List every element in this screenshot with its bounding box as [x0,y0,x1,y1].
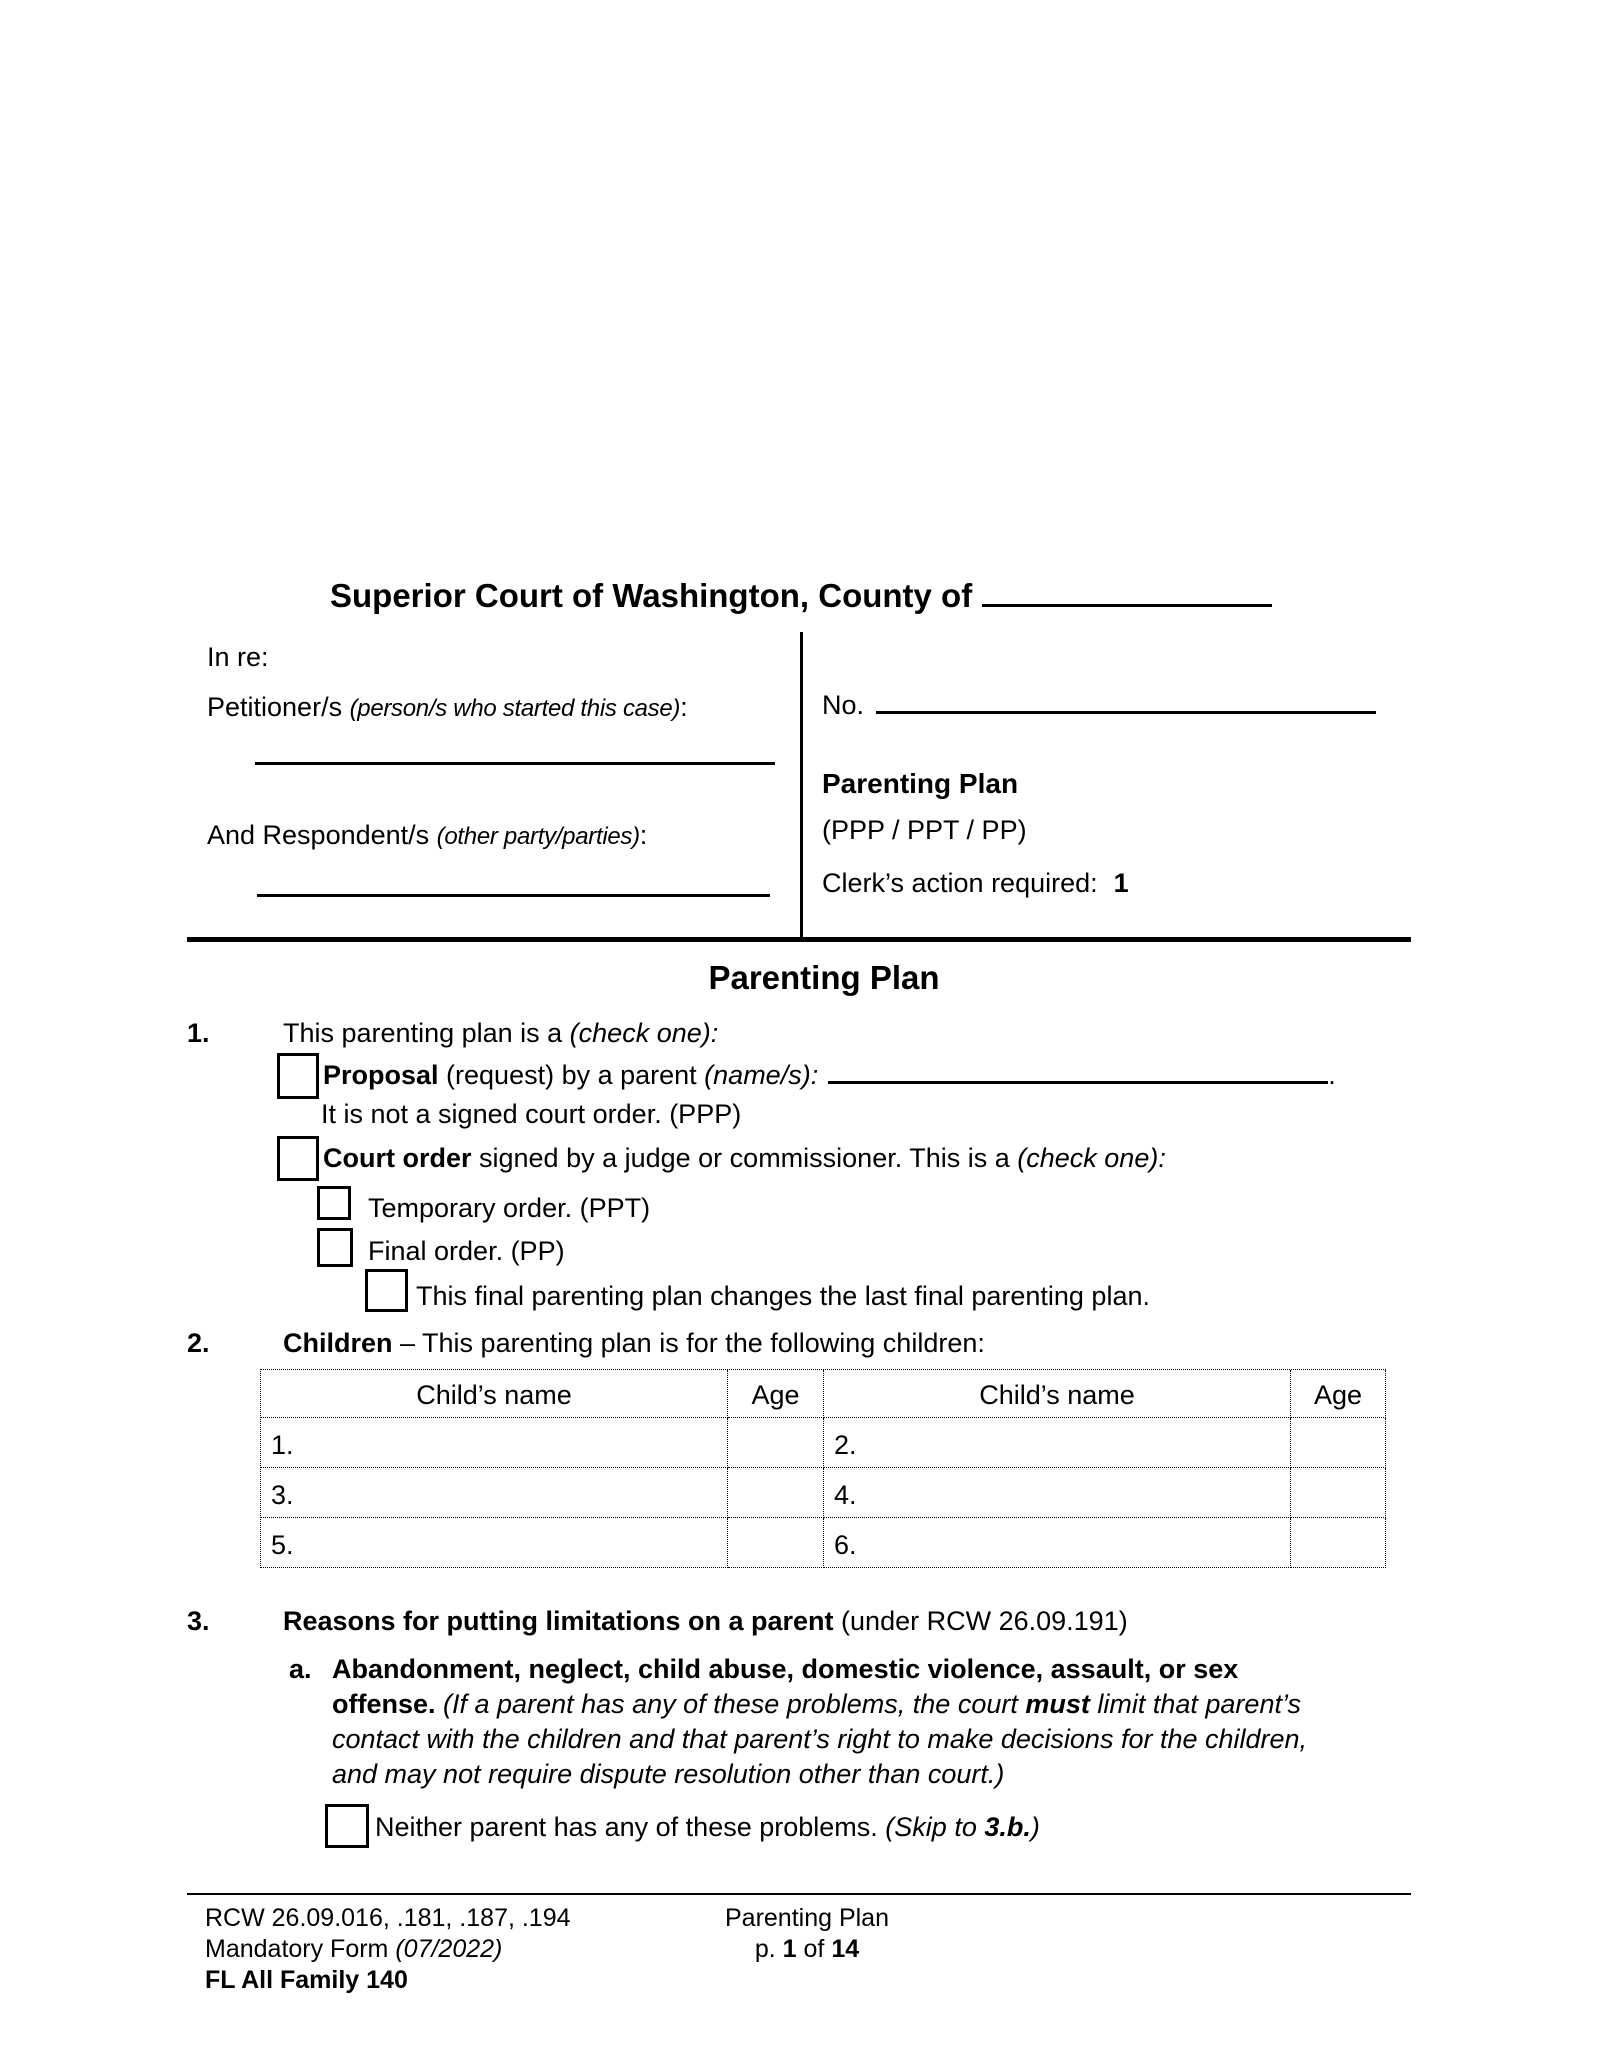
section3-number: 3. [187,1606,210,1636]
child-number-label: 2. [834,1430,857,1460]
parent-names-field[interactable] [828,1069,1328,1084]
section1-intro: This parenting plan is a (check one): [283,1018,719,1048]
child-age-cell[interactable] [1291,1518,1386,1568]
proposal-line1: Proposal (request) by a parent (name/s): . [323,1060,1336,1090]
neither-parent-line: Neither parent has any of these problems. (Skip to 3.b.) [375,1812,1040,1842]
changes-last-plan-line: This final parenting plan changes the last final parenting plan. [416,1281,1150,1311]
children-table-header: Age [728,1370,824,1418]
page-title: Parenting Plan [708,959,940,996]
children-table-header: Child’s name [824,1370,1291,1418]
petitioner-label: Petitioner/s (person/s who started this case): [207,692,688,722]
court-order-checkbox[interactable] [277,1136,319,1181]
clerk-action-label: Clerk’s action required: [822,868,1098,898]
child-number-label: 1. [271,1430,294,1460]
neither-parent-checkbox[interactable] [325,1804,369,1848]
child-age-cell[interactable] [728,1418,824,1468]
children-table-header: Child’s name [261,1370,728,1418]
child-age-cell[interactable] [728,1468,824,1518]
temporary-order-checkbox[interactable] [317,1186,351,1220]
child-name-cell[interactable] [261,1468,728,1518]
temporary-order-line: Temporary order. (PPT) [368,1193,651,1223]
item-a-label: a. [289,1654,312,1684]
item-a-line3: contact with the children and that parent’s right to make decisions for the children, [332,1724,1308,1754]
in-re-label: In re: [207,642,269,672]
item-a-line2: offense. (If a parent has any of these problems, the court must limit that parent’s [332,1689,1301,1719]
proposal-line2: It is not a signed court order. (PPP) [321,1099,742,1129]
caption-divider [800,632,803,937]
child-name-cell[interactable] [261,1518,728,1568]
caption-doc-title: Parenting Plan [822,768,1019,799]
proposal-checkbox[interactable] [277,1053,319,1099]
clerk-action-row [822,866,1129,901]
child-number-label: 4. [834,1480,857,1510]
case-number-label: No. [822,690,865,720]
child-number-label: 6. [834,1530,857,1560]
section3-title: Reasons for putting limitations on a parent (under RCW 26.09.191) [283,1606,1128,1636]
footer-rcw: RCW 26.09.016, .181, .187, .194 [205,1904,571,1932]
children-table-header: Age [1291,1370,1386,1418]
court-title-text: Superior Court of Washington, County of [330,577,973,614]
child-name-cell[interactable] [824,1468,1291,1518]
footer-page-number: p. 1 of 14 [754,1935,860,1963]
child-age-cell[interactable] [728,1518,824,1568]
child-number-label: 5. [271,1530,294,1560]
court-header [330,576,1272,616]
children-table [260,1369,1386,1568]
caption-bottom-rule [187,937,1411,942]
footer-rule [187,1893,1411,1895]
footer-doc-title: Parenting Plan [724,1904,889,1932]
section2-title: Children – This parenting plan is for the following children: [283,1328,985,1358]
footer-form-id: FL All Family 140 [205,1966,408,1994]
final-order-line: Final order. (PP) [368,1236,565,1266]
court-order-line: Court order signed by a judge or commissioner. This is a (check one): [323,1143,1166,1173]
respondent-hint: (other party/parties) [436,823,640,850]
clerk-action-value: 1 [1113,868,1129,898]
section2-number: 2. [187,1328,210,1358]
petitioner-hint: (person/s who started this case) [349,695,681,722]
respondent-name-field[interactable] [257,894,770,897]
check-one-hint: (check one): [569,1018,719,1048]
case-number-field[interactable] [876,699,1376,714]
item-a-line1: Abandonment, neglect, child abuse, domestic violence, assault, or sex [332,1654,1239,1684]
child-age-cell[interactable] [1291,1418,1386,1468]
section1-number: 1. [187,1018,210,1048]
caption-doc-codes: (PPP / PPT / PP) [822,815,1027,845]
respondent-label: And Respondent/s (other party/parties): [207,820,648,850]
final-order-checkbox[interactable] [317,1228,353,1267]
footer-mandatory-form: Mandatory Form (07/2022) [205,1935,503,1963]
county-field[interactable] [982,592,1272,607]
changes-last-plan-checkbox[interactable] [365,1269,408,1312]
case-number-row [822,688,1376,723]
child-number-label: 3. [271,1480,294,1510]
child-age-cell[interactable] [1291,1468,1386,1518]
item-a-line4: and may not require dispute resolution other than court.) [332,1759,1005,1789]
child-name-cell[interactable] [261,1418,728,1468]
petitioner-name-field[interactable] [255,762,775,765]
child-name-cell[interactable] [824,1418,1291,1468]
child-name-cell[interactable] [824,1518,1291,1568]
